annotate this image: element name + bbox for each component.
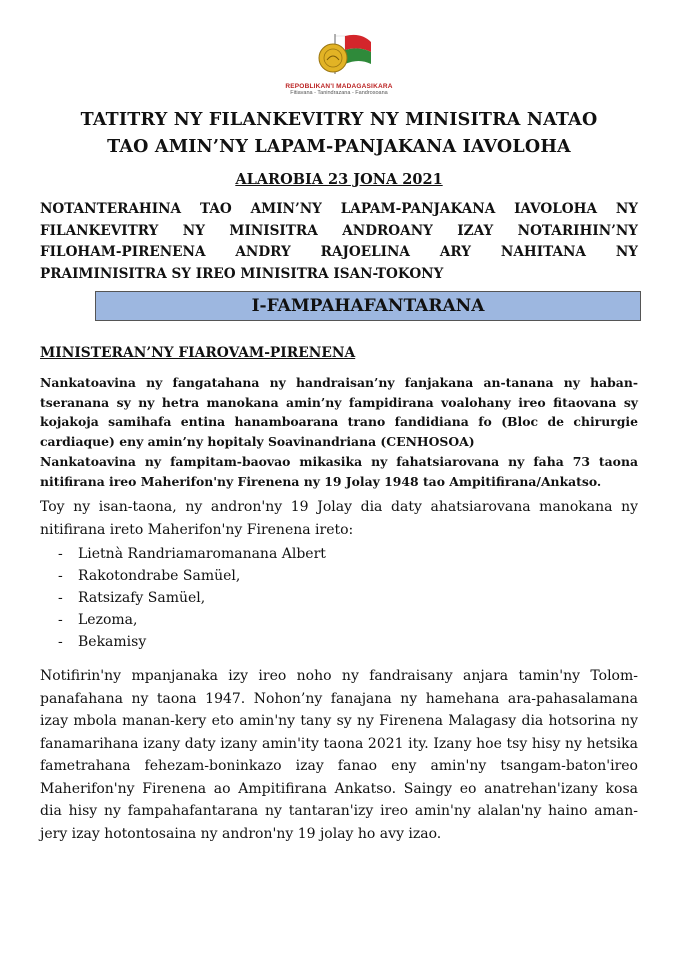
title-line-1: TATITRY NY FILANKEVITRY NY MINISITRA NATAO — [80, 110, 598, 130]
list-item: - Rakotondrabe Samüel, — [58, 565, 326, 587]
list-item: - Lezoma, — [58, 609, 326, 631]
document-date: ALAROBIA 23 JONA 2021 — [235, 171, 443, 188]
ministry-heading: MINISTERAN’NY FIAROVAM-PIRENENA — [40, 345, 356, 361]
intro-paragraph — [40, 199, 638, 285]
list-item: - Ratsizafy Samüel, — [58, 587, 326, 609]
title-line-2: TAO AMIN’NY LAPAM-PANJAKANA IAVOLOHA — [107, 137, 571, 157]
republic-logo — [299, 30, 379, 78]
intro-line: PRAIMINISITRA SY IREO MINISITRA ISAN-TOKONY — [40, 265, 444, 282]
section-banner: I-FAMPAHAFANTARANA — [95, 291, 641, 321]
intro-line: NOTANTERAHINA TAO AMIN’NY LAPAM-PANJAKANA IAVOLOHA NY — [40, 201, 638, 217]
header-logo-block — [0, 30, 678, 96]
decision-paragraph-2: Nankatoavina ny fampitam-baovao mikasika ny fahatsiarovana ny faha 73 taona nitifirana ireo Maherifon'ny Firenena ny 19 Jolay 1948 tao Ampitifirana/Ankatso. — [40, 454, 638, 489]
body-paragraph-1: Toy ny isan-taona, ny andron'ny 19 Jolay dia daty ahatsiarovana manokana ny nitifirana ireto Maherifon'ny Firenena ireto: — [40, 499, 638, 538]
intro-line: FILANKEVITRY NY MINISITRA ANDROANY IZAY NOTARIHIN’NY — [40, 222, 638, 239]
logo-caption: REPOBLIKAN'I MADAGASIKARA — [285, 83, 393, 90]
document-title — [40, 107, 638, 161]
intro-line: FILOHAM-PIRENENA ANDRY RAJOELINA ARY NAHITANA NY — [40, 244, 638, 260]
list-item: - Bekamisy — [58, 631, 326, 653]
body-paragraph-2: Notifirin'ny mpanjanaka izy ireo noho ny fandraisany anjara tamin'ny Tolom-panafahana ny taona 1947. Nohon’ny fanajana ny hamehana ara-pahasalamana izay mbola manan-kery eto amin'ny tany sy ny Firenena Malagasy dia hotsorina ny fanamarihana izany daty izany amin'ity taona 2021 ity. Izany hoe tsy hisy ny hetsika fametrahana fehezam-boninkazo izay fanao eny amin'ny tsangam-baton'ireo Maherifon'ny Firenena ao Ampitifirana Ankatso. Saingy eo anatrehan'izany kosa dia hisy ny fampahafantarana ny tantaran'izy ireo amin'ny alalan'ny haino aman-jery izay hotontosaina ny andron'ny 19 jolay ho avy izao. — [40, 668, 638, 842]
heroes-list — [58, 543, 326, 653]
decision-paragraph-1: Nankatoavina ny fangatahana ny handraisan’ny fanjakana an-tanana ny haban-tseranana sy ny hetra manokana amin’ny fampidirana voalohany ireo fitaovana sy kojakoja samihafa entina hanamboarana trano fandidiana fo (Bloc de chirurgie cardiaque) eny amin’ny hopitaly Soavinandriana (CENHOSOA) — [40, 375, 638, 449]
list-item: - Lietnà Randriamaromanana Albert — [58, 543, 326, 565]
logo-motto: Fitiavana - Tanindrazana - Fandrosoana — [290, 90, 388, 96]
